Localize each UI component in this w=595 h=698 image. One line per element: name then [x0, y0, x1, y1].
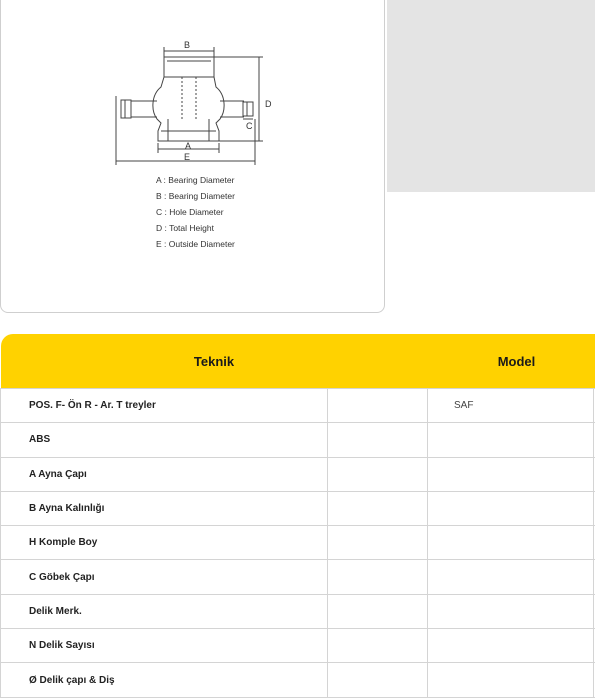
- table-header-row: [1, 334, 595, 389]
- spec-table: [0, 334, 595, 698]
- row-model: SAF: [428, 389, 594, 423]
- row-label: H Komple Boy: [1, 526, 328, 560]
- row-label: Ø Delik çapı & Diş: [1, 663, 328, 697]
- left-stud: [121, 100, 131, 118]
- legend-item: D : Total Height: [156, 220, 235, 236]
- technical-drawing-card: [0, 0, 385, 313]
- legend-item: A : Bearing Diameter: [156, 172, 235, 188]
- row-value: [328, 423, 428, 457]
- row-label: Delik Merk.: [1, 594, 328, 628]
- row-model: [428, 629, 594, 663]
- row-label: ABS: [1, 423, 328, 457]
- table-row: [1, 526, 595, 560]
- row-value: [328, 389, 428, 423]
- image-placeholder: [387, 0, 595, 192]
- row-value: [328, 663, 428, 697]
- row-value: [328, 629, 428, 663]
- legend-item: B : Bearing Diameter: [156, 188, 235, 204]
- table-row: [1, 457, 595, 491]
- dimension-legend: [156, 172, 235, 252]
- row-label: B Ayna Kalınlığı: [1, 491, 328, 525]
- dim-label-d: D: [265, 99, 272, 109]
- row-label: C Göbek Çapı: [1, 560, 328, 594]
- row-model: [428, 423, 594, 457]
- row-value: [328, 457, 428, 491]
- legend-item: C : Hole Diameter: [156, 204, 235, 220]
- right-stud: [243, 102, 253, 116]
- dim-label-a: A: [185, 141, 191, 151]
- table-row: [1, 491, 595, 525]
- row-model: [428, 594, 594, 628]
- dim-label-c: C: [246, 121, 253, 131]
- top-bearing-seat: [164, 57, 214, 77]
- row-value: [328, 491, 428, 525]
- hub-flange: [131, 101, 244, 117]
- row-value: [328, 526, 428, 560]
- dim-label-e: E: [184, 152, 190, 162]
- row-label: N Delik Sayısı: [1, 629, 328, 663]
- header-model: Model: [428, 334, 595, 389]
- row-model: [428, 663, 594, 697]
- table-row: [1, 560, 595, 594]
- hub-technical-drawing: [1, 0, 386, 314]
- row-model: [428, 491, 594, 525]
- table-row: [1, 389, 595, 423]
- row-label: POS. F- Ön R - Ar. T treyler: [1, 389, 328, 423]
- row-value: [328, 560, 428, 594]
- row-model: [428, 526, 594, 560]
- table-row: [1, 663, 595, 697]
- table-row: [1, 423, 595, 457]
- table-row: [1, 594, 595, 628]
- row-model: [428, 457, 594, 491]
- dim-label-b: B: [184, 40, 190, 50]
- header-teknik: Teknik: [1, 334, 428, 389]
- table-row: [1, 629, 595, 663]
- row-model: [428, 560, 594, 594]
- row-value: [328, 594, 428, 628]
- legend-item: E : Outside Diameter: [156, 236, 235, 252]
- row-label: A Ayna Çapı: [1, 457, 328, 491]
